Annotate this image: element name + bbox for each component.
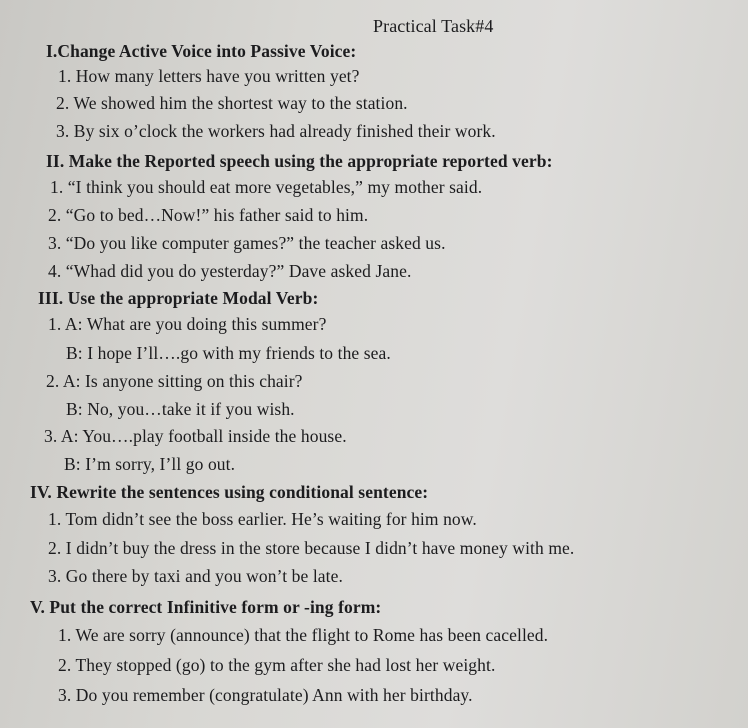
section-2-item-2: 2. “Go to bed…Now!” his father said to him. bbox=[48, 205, 369, 225]
section-5-item-1: 1. We are sorry (announce) that the flight to Rome has been cacelled. bbox=[58, 625, 549, 645]
section-4-item-2: 2. I didn’t buy the dress in the store because I didn’t have money with me. bbox=[48, 538, 575, 558]
section-3-item-3b: B: I’m sorry, I’ll go out. bbox=[64, 454, 236, 474]
section-3-item-2a: 2. A: Is anyone sitting on this chair? bbox=[46, 371, 303, 391]
section-5-item-2: 2. They stopped (go) to the gym after she had lost her weight. bbox=[58, 655, 496, 675]
section-1-item-1: 1. How many letters have you written yet? bbox=[58, 66, 360, 86]
section-2-item-4: 4. “Whad did you do yesterday?” Dave asked Jane. bbox=[48, 261, 412, 281]
page-title: Practical Task#4 bbox=[373, 16, 494, 36]
section-4-item-1: 1. Tom didn’t see the boss earlier. He’s waiting for him now. bbox=[48, 509, 477, 529]
section-5-heading: V. Put the correct Infinitive form or -ing form: bbox=[30, 597, 382, 617]
section-2-item-1: 1. “I think you should eat more vegetables,” my mother said. bbox=[50, 177, 483, 197]
section-3-item-1a: 1. A: What are you doing this summer? bbox=[48, 314, 327, 334]
section-4-item-3: 3. Go there by taxi and you won’t be late. bbox=[48, 566, 343, 586]
section-1-item-2: 2. We showed him the shortest way to the station. bbox=[56, 93, 408, 113]
section-2-item-3: 3. “Do you like computer games?” the teacher asked us. bbox=[48, 233, 446, 253]
section-3-item-2b: B: No, you…take it if you wish. bbox=[66, 399, 295, 419]
section-3-item-3a: 3. A: You….play football inside the house. bbox=[44, 426, 347, 446]
section-3-heading: III. Use the appropriate Modal Verb: bbox=[38, 288, 319, 308]
section-1-heading: I.Change Active Voice into Passive Voice: bbox=[46, 41, 357, 61]
section-5-item-3: 3. Do you remember (congratulate) Ann with her birthday. bbox=[58, 685, 473, 705]
section-1-item-3: 3. By six o’clock the workers had already finished their work. bbox=[56, 121, 496, 141]
section-2-heading: II. Make the Reported speech using the appropriate reported verb: bbox=[46, 151, 553, 171]
section-3-item-1b: B: I hope I’ll….go with my friends to the sea. bbox=[66, 343, 391, 363]
section-4-heading: IV. Rewrite the sentences using conditional sentence: bbox=[30, 482, 429, 502]
